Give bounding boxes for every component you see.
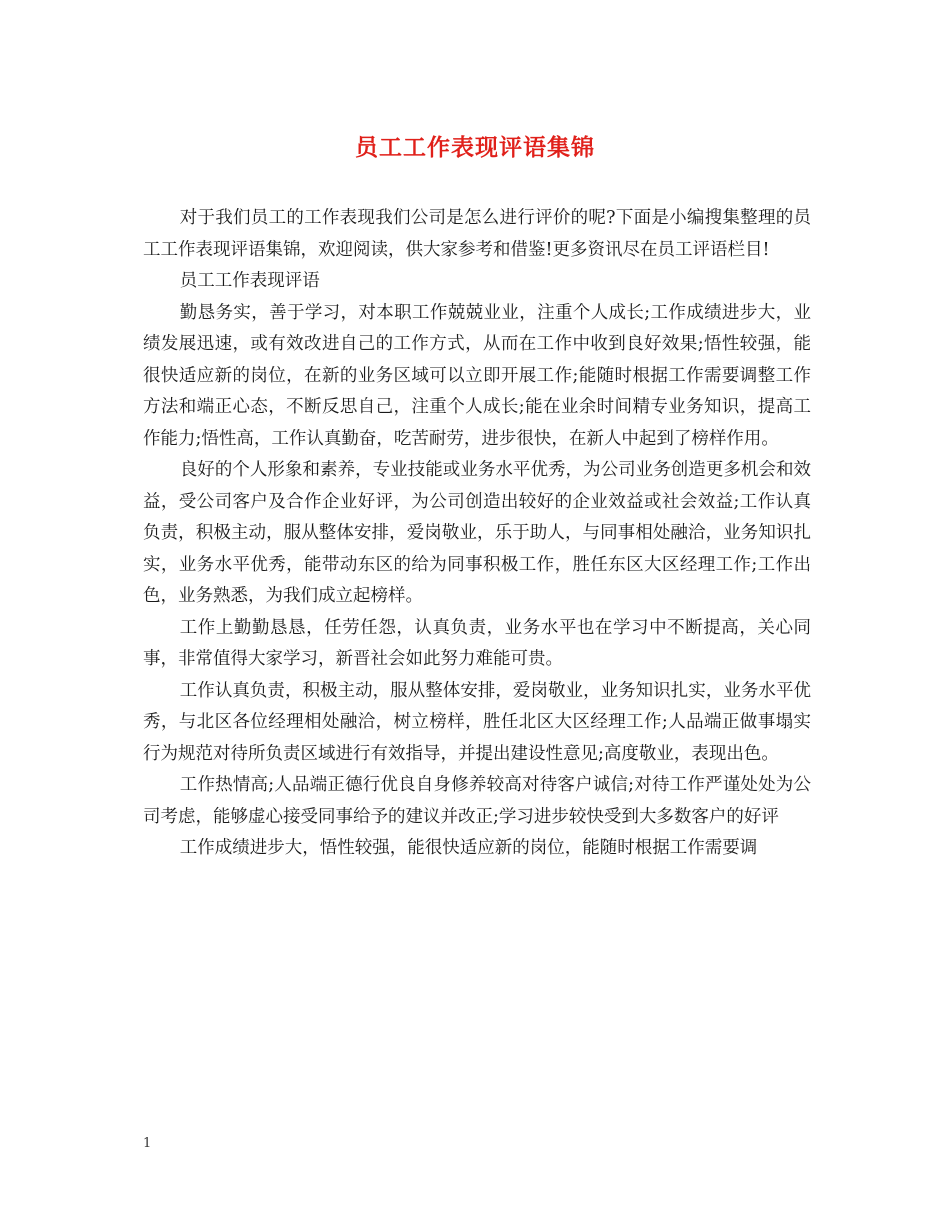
document-title: 员工工作表现评语集锦 — [355, 134, 595, 161]
body-paragraph: 工作认真负责，积极主动，服从整体安排，爱岗敬业，业务知识扎实，业务水平优秀，与北区各位经理相处融洽，树立榜样，胜任北区大区经理工作;人品端正做事塌实行为规范对待所负责区域进行有效指导，并提出建设性意见;高度敬业，表现出色。 — [143, 680, 811, 764]
page-number: 1 — [143, 1136, 152, 1151]
body-paragraph: 工作上勤勤恳恳，任劳任怨，认真负责，业务水平也在学习中不断提高，关心同事，非常值得大家学习，新晋社会如此努力难能可贵。 — [143, 617, 811, 669]
section-heading: 员工工作表现评语 — [179, 271, 320, 291]
document-body — [143, 203, 811, 865]
body-paragraph: 工作成绩进步大，悟性较强，能很快适应新的岗位，能随时根据工作需要调 — [179, 838, 758, 858]
body-paragraph: 工作热情高;人品端正德行优良自身修养较高对待客户诚信;对待工作严谨处处为公司考虑，能够虚心接受同事给予的建议并改正;学习进步较快受到大多数客户的好评 — [143, 775, 811, 827]
body-paragraph: 勤恳务实，善于学习，对本职工作兢兢业业，注重个人成长;工作成绩进步大，业绩发展迅速，或有效改进自己的工作方式，从而在工作中收到良好效果;悟性较强，能很快适应新的岗位，在新的业务区域可以立即开展工作;能随时根据工作需要调整工作方法和端正心态，不断反思自己，注重个人成长;能在业余时间精专业务知识，提高工作能力;悟性高，工作认真勤奋，吃苦耐劳，进步很快，在新人中起到了榜样作用。 — [143, 302, 811, 449]
intro-paragraph: 对于我们员工的工作表现我们公司是怎么进行评价的呢?下面是小编搜集整理的员工工作表现评语集锦，欢迎阅读，供大家参考和借鉴!更多资讯尽在员工评语栏目! — [143, 208, 811, 260]
body-paragraph: 良好的个人形象和素养，专业技能或业务水平优秀，为公司业务创造更多机会和效益，受公司客户及合作企业好评，为公司创造出较好的企业效益或社会效益;工作认真负责，积极主动，服从整体安排，爱岗敬业，乐于助人，与同事相处融洽，业务知识扎实，业务水平优秀，能带动东区的给为同事积极工作，胜任东区大区经理工作;工作出色，业务熟悉，为我们成立起榜样。 — [143, 460, 811, 606]
